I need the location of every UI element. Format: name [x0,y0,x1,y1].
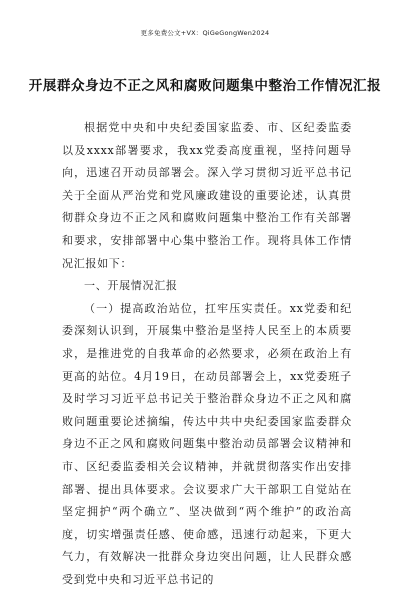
subsection-one-lead: （一）提高政治站位，扛牢压实责任。 [84,301,290,315]
document-body [62,117,352,591]
document-title: 开展群众身边不正之风和腐败问题集中整治工作情况汇报 [28,78,382,94]
subsection-one-paragraph [62,298,352,591]
subsection-one-body: xx党委和纪委深刻认识到，开展集中整治是坚持人民至上的本质要求，是推进党的自我革命的必然要求，必须在政治上有更高的站位。4月19日，在动员部署会上，xx党委班子及时学习习近平总书记关于整治群众身边不正之风和腐败问题重要论述摘编，传达中共中央纪委国家监委群众身边不正之风和腐败问题集中整治动员部署会议精神和市、区纪委监委相关会议精神，并就贯彻落实作出安排部署、提出具体要求。会议要求广大干部职工自觉站在坚定拥护“两个确立”、坚决做到“两个维护”的政治高度，切实增强责任感、使命感，迅速行动起来，下更大气力，有效解决一批群众身边突出问题，让人民群众感受到党中央和习近平总书记的 [62,301,353,586]
intro-paragraph: 根据党中央和中央纪委国家监委、市、区纪委监委以及xxxx部署要求，我xx党委高度重视，坚持问题导向，迅速召开动员部署会。深入学习贯彻习近平总书记关于全面从严治党和党风廉政建设的重要论述，认真贯彻群众身边不正之风和腐败问题集中整治工作有关部署和要求，安排部署中心集中整治工作。现将具体工作情况汇报如下： [62,121,352,270]
header-note: 更多免费公文+VX：QiGeGongWen2024 [140,29,270,37]
section-one-heading: 一、开展情况汇报 [84,279,178,293]
